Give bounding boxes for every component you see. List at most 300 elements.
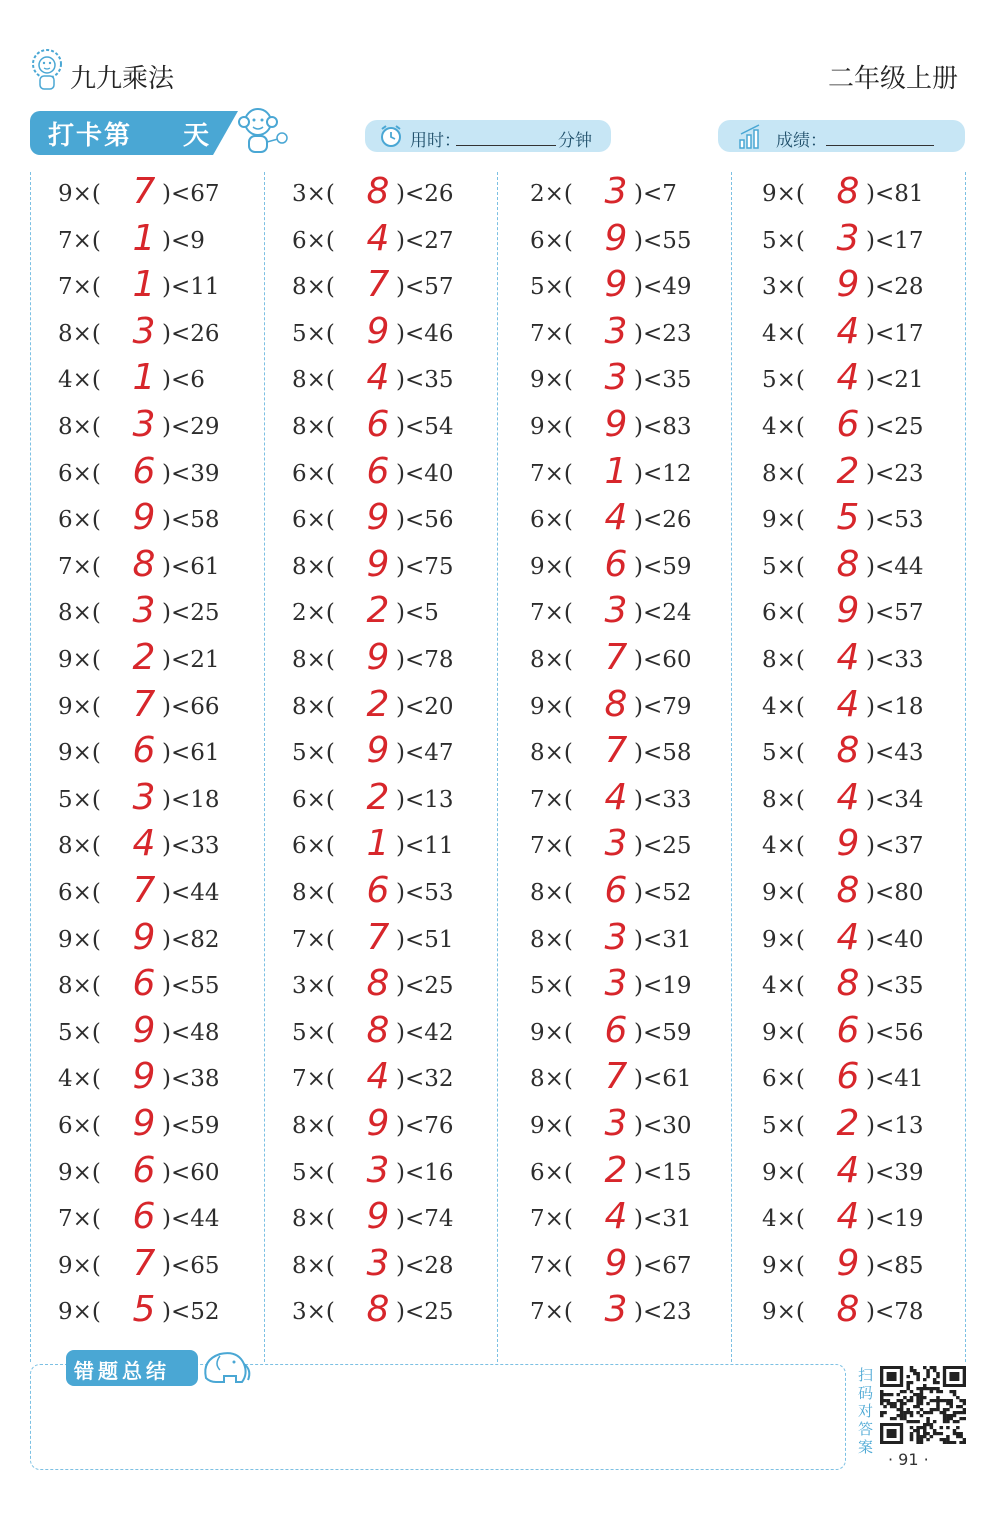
handwritten-answer[interactable]: 6: [366, 870, 390, 911]
equation-limit: )<23: [866, 460, 924, 487]
equation-limit: )<39: [162, 460, 220, 487]
equation-multiplier: 7×(: [530, 786, 573, 813]
handwritten-answer[interactable]: 3: [366, 1149, 390, 1191]
equation-limit: )<11: [396, 833, 454, 860]
handwritten-answer[interactable]: 2: [366, 683, 390, 725]
equation-multiplier: 5×(: [530, 973, 573, 1000]
score-label: 成绩：: [776, 131, 827, 151]
equation-multiplier: 4×(: [58, 1066, 101, 1093]
handwritten-answer[interactable]: 5: [132, 1289, 156, 1331]
equation-multiplier: 7×(: [530, 600, 573, 627]
equation-row: [530, 683, 740, 732]
equation-row: [762, 592, 972, 638]
equation-limit: )<21: [866, 367, 924, 394]
equation-limit: )<31: [634, 1206, 692, 1233]
equation-limit: )<46: [396, 320, 454, 347]
equation-multiplier: 6×(: [58, 1113, 101, 1139]
equation-limit: )<78: [396, 647, 454, 673]
handwritten-answer[interactable]: 4: [604, 1196, 628, 1238]
equation-row: [530, 592, 740, 638]
handwritten-answer[interactable]: 5: [836, 497, 860, 539]
equation-row: [58, 1058, 268, 1104]
equation-limit: )<26: [634, 507, 692, 534]
handwritten-answer[interactable]: 3: [836, 217, 860, 259]
equation-limit: )<52: [634, 880, 692, 906]
equation-multiplier: 4×(: [762, 320, 805, 347]
equation-row: [58, 776, 268, 825]
equation-limit: )<33: [162, 833, 220, 860]
handwritten-answer[interactable]: 6: [604, 870, 628, 911]
handwritten-answer[interactable]: 4: [604, 497, 628, 539]
equation-limit: )<21: [162, 647, 220, 673]
handwritten-answer[interactable]: 6: [366, 450, 390, 492]
handwritten-answer[interactable]: 2: [836, 1103, 860, 1144]
equation-multiplier: 8×(: [762, 786, 805, 813]
equation-multiplier: 6×(: [292, 460, 335, 487]
handwritten-answer[interactable]: 4: [836, 1149, 860, 1191]
equation-row: [58, 592, 268, 638]
qr-code-icon[interactable]: [880, 1366, 966, 1444]
equation-row: [58, 1291, 268, 1337]
equation-limit: )<44: [162, 880, 220, 906]
equation-row: [762, 1198, 972, 1244]
equation-row: [292, 173, 502, 219]
equation-row: [58, 406, 268, 452]
equation-limit: )<40: [396, 460, 454, 487]
equation-limit: )<9: [162, 227, 205, 254]
equation-limit: )<47: [396, 740, 454, 767]
handwritten-answer[interactable]: 9: [132, 916, 156, 958]
equation-limit: )<78: [866, 1299, 924, 1326]
handwritten-answer[interactable]: 9: [836, 1242, 860, 1284]
equation-multiplier: 8×(: [530, 740, 573, 767]
handwritten-answer[interactable]: 4: [836, 310, 860, 352]
equation-multiplier: 7×(: [58, 553, 101, 580]
equation-row: [58, 310, 268, 359]
equation-row: [530, 359, 740, 405]
equation-limit: )<42: [396, 1019, 454, 1046]
handwritten-answer[interactable]: 3: [366, 1242, 390, 1284]
equation-row: [530, 639, 740, 685]
equation-multiplier: 8×(: [292, 553, 335, 580]
handwritten-answer[interactable]: 8: [836, 730, 860, 772]
equation-row: [762, 499, 972, 545]
handwritten-answer[interactable]: 1: [366, 823, 390, 865]
handwritten-answer[interactable]: 6: [132, 1149, 156, 1191]
equation-multiplier: 8×(: [58, 973, 101, 1000]
equation-multiplier: 6×(: [762, 600, 805, 627]
page-number: · 91 ·: [888, 1450, 929, 1469]
handwritten-answer[interactable]: 3: [604, 171, 628, 212]
equation-multiplier: 6×(: [58, 507, 101, 534]
equation-limit: )<20: [396, 693, 454, 720]
equation-limit: )<26: [396, 181, 454, 207]
handwritten-answer[interactable]: 3: [604, 310, 628, 352]
equation-row: [530, 173, 740, 219]
equation-limit: )<25: [396, 1299, 454, 1326]
equation-multiplier: 9×(: [762, 1019, 805, 1046]
handwritten-answer[interactable]: 4: [132, 823, 156, 865]
equation-limit: )<35: [866, 973, 924, 1000]
handwritten-answer[interactable]: 6: [604, 1009, 628, 1051]
equation-limit: )<33: [866, 647, 924, 673]
elephant-mascot-icon: [198, 1344, 254, 1388]
equation-limit: )<53: [396, 880, 454, 906]
equation-multiplier: 3×(: [292, 1299, 335, 1326]
handwritten-answer[interactable]: 2: [366, 776, 390, 818]
equation-multiplier: 5×(: [530, 274, 573, 301]
equation-multiplier: 2×(: [530, 181, 573, 207]
handwritten-answer[interactable]: 4: [836, 683, 860, 725]
equation-limit: )<32: [396, 1066, 454, 1093]
handwritten-answer[interactable]: 9: [366, 1103, 390, 1144]
equation-multiplier: 5×(: [58, 1019, 101, 1046]
equation-multiplier: 8×(: [762, 460, 805, 487]
handwritten-answer[interactable]: 9: [132, 1009, 156, 1051]
equation-multiplier: 8×(: [292, 1206, 335, 1233]
handwritten-answer[interactable]: 6: [836, 1009, 860, 1051]
equation-row: [762, 359, 972, 405]
equation-limit: )<25: [634, 833, 692, 860]
equation-limit: )<11: [162, 274, 220, 301]
equation-row: [762, 732, 972, 778]
equation-multiplier: 8×(: [58, 320, 101, 347]
equation-limit: )<75: [396, 553, 454, 580]
equation-row: [762, 1058, 972, 1104]
equation-row: [530, 1242, 740, 1291]
equation-limit: )<30: [634, 1113, 692, 1139]
equation-multiplier: 8×(: [58, 833, 101, 860]
equation-multiplier: 7×(: [292, 926, 335, 953]
equation-multiplier: 8×(: [292, 1252, 335, 1279]
handwritten-answer[interactable]: 6: [604, 543, 628, 585]
equation-row: [58, 173, 268, 219]
equation-multiplier: 4×(: [762, 1206, 805, 1233]
equation-limit: )<18: [866, 693, 924, 720]
equation-limit: )<61: [162, 553, 220, 580]
equation-row: [292, 1242, 502, 1291]
equation-multiplier: 6×(: [530, 1159, 573, 1186]
handwritten-answer[interactable]: 3: [132, 404, 156, 445]
equation-row: [292, 1149, 502, 1198]
equation-multiplier: 9×(: [58, 1299, 101, 1326]
equation-limit: )<67: [634, 1252, 692, 1279]
equation-multiplier: 8×(: [530, 926, 573, 953]
handwritten-answer[interactable]: 6: [132, 963, 156, 1005]
handwritten-answer[interactable]: 9: [366, 310, 390, 352]
handwritten-answer[interactable]: 9: [836, 823, 860, 865]
equation-limit: )<28: [866, 274, 924, 301]
equation-multiplier: 6×(: [530, 507, 573, 534]
equation-row: [762, 1149, 972, 1198]
equation-multiplier: 9×(: [530, 414, 573, 440]
handwritten-answer[interactable]: 4: [836, 776, 860, 818]
equation-row: [292, 825, 502, 871]
equation-limit: )<19: [866, 1206, 924, 1233]
handwritten-answer[interactable]: 3: [604, 916, 628, 958]
equation-multiplier: 9×(: [762, 1252, 805, 1279]
equation-row: [530, 217, 740, 266]
equation-multiplier: 8×(: [762, 647, 805, 673]
handwritten-answer[interactable]: 8: [366, 171, 390, 212]
equation-row: [58, 872, 268, 918]
equation-multiplier: 6×(: [292, 507, 335, 534]
handwritten-answer[interactable]: 8: [366, 1009, 390, 1051]
equation-limit: )<41: [866, 1066, 924, 1093]
equation-multiplier: 6×(: [58, 460, 101, 487]
equation-multiplier: 3×(: [292, 181, 335, 207]
handwritten-answer[interactable]: 7: [366, 916, 390, 958]
handwritten-answer[interactable]: 6: [366, 404, 390, 445]
handwritten-answer[interactable]: 9: [132, 1056, 156, 1098]
handwritten-answer[interactable]: 3: [604, 1289, 628, 1331]
equation-limit: )<12: [634, 460, 692, 487]
handwritten-answer[interactable]: 9: [366, 497, 390, 539]
equation-row: [292, 266, 502, 312]
equation-multiplier: 6×(: [762, 1066, 805, 1093]
equation-limit: )<25: [396, 973, 454, 1000]
handwritten-answer[interactable]: 9: [604, 264, 628, 306]
handwritten-answer[interactable]: 1: [132, 264, 156, 306]
handwritten-answer[interactable]: 9: [604, 217, 628, 259]
equation-row: [292, 639, 502, 685]
handwritten-answer[interactable]: 3: [604, 963, 628, 1005]
handwritten-answer[interactable]: 4: [366, 217, 390, 259]
equation-multiplier: 5×(: [762, 367, 805, 394]
handwritten-answer[interactable]: 7: [604, 730, 628, 772]
handwritten-answer[interactable]: 4: [604, 776, 628, 818]
handwritten-answer[interactable]: 7: [132, 683, 156, 725]
handwritten-answer[interactable]: 6: [132, 1196, 156, 1238]
handwritten-answer[interactable]: 8: [836, 171, 860, 212]
handwritten-answer[interactable]: 2: [366, 590, 390, 632]
equation-multiplier: 9×(: [58, 693, 101, 720]
equation-limit: )<7: [634, 181, 677, 207]
equation-limit: )<56: [396, 507, 454, 534]
equation-row: [762, 543, 972, 592]
equation-multiplier: 4×(: [762, 414, 805, 440]
handwritten-answer[interactable]: 7: [132, 870, 156, 911]
handwritten-answer[interactable]: 6: [132, 450, 156, 492]
equation-row: [58, 683, 268, 732]
equation-multiplier: 6×(: [292, 786, 335, 813]
equation-multiplier: 6×(: [292, 227, 335, 254]
handwritten-answer[interactable]: 9: [604, 404, 628, 445]
equation-row: [58, 499, 268, 545]
handwritten-answer[interactable]: 3: [604, 357, 628, 399]
handwritten-answer[interactable]: 4: [836, 637, 860, 678]
equation-multiplier: 4×(: [762, 973, 805, 1000]
equation-multiplier: 8×(: [292, 367, 335, 394]
equation-row: [58, 266, 268, 312]
equation-limit: )<27: [396, 227, 454, 254]
handwritten-answer[interactable]: 7: [132, 1242, 156, 1284]
handwritten-answer[interactable]: 8: [366, 963, 390, 1005]
equation-limit: )<34: [866, 786, 924, 813]
handwritten-answer[interactable]: 8: [836, 963, 860, 1005]
equation-limit: )<43: [866, 740, 924, 767]
handwritten-answer[interactable]: 1: [132, 357, 156, 399]
equation-multiplier: 5×(: [762, 1113, 805, 1139]
handwritten-answer[interactable]: 7: [366, 264, 390, 306]
handwritten-answer[interactable]: 1: [604, 450, 628, 492]
equation-row: [530, 310, 740, 359]
equation-limit: )<35: [396, 367, 454, 394]
equation-limit: )<28: [396, 1252, 454, 1279]
equation-row: [762, 266, 972, 312]
equation-limit: )<53: [866, 507, 924, 534]
equation-multiplier: 8×(: [530, 1066, 573, 1093]
handwritten-answer[interactable]: 9: [836, 590, 860, 632]
equation-row: [58, 732, 268, 778]
handwritten-answer[interactable]: 9: [366, 543, 390, 585]
equation-row: [58, 359, 268, 405]
equation-multiplier: 9×(: [762, 880, 805, 906]
handwritten-answer[interactable]: 4: [836, 916, 860, 958]
equation-limit: )<58: [634, 740, 692, 767]
equation-limit: )<6: [162, 367, 205, 394]
handwritten-answer[interactable]: 6: [836, 1056, 860, 1098]
equation-multiplier: 7×(: [58, 227, 101, 254]
equation-row: [292, 359, 502, 405]
equation-multiplier: 7×(: [530, 833, 573, 860]
handwritten-answer[interactable]: 9: [132, 1103, 156, 1144]
handwritten-answer[interactable]: 3: [132, 590, 156, 632]
equation-limit: )<26: [162, 320, 220, 347]
equation-row: [762, 916, 972, 965]
handwritten-answer[interactable]: 3: [604, 1103, 628, 1144]
equation-multiplier: 5×(: [292, 320, 335, 347]
time-label: 用时：: [410, 131, 461, 151]
equation-row: [58, 1198, 268, 1244]
equation-limit: )<31: [634, 926, 692, 953]
equation-limit: )<67: [162, 181, 220, 207]
equation-multiplier: 8×(: [530, 880, 573, 906]
equation-row: [530, 825, 740, 871]
handwritten-answer[interactable]: 8: [604, 683, 628, 725]
equation-limit: )<56: [866, 1019, 924, 1046]
handwritten-answer[interactable]: 7: [604, 637, 628, 678]
equation-row: [292, 776, 502, 825]
equation-limit: )<61: [162, 740, 220, 767]
equation-limit: )<82: [162, 926, 220, 953]
equation-row: [292, 310, 502, 359]
equation-row: [58, 825, 268, 871]
equation-multiplier: 8×(: [292, 414, 335, 440]
equation-row: [762, 825, 972, 871]
equation-multiplier: 9×(: [762, 507, 805, 534]
equation-multiplier: 9×(: [530, 693, 573, 720]
equation-row: [530, 872, 740, 918]
equation-multiplier: 7×(: [58, 274, 101, 301]
equation-row: [530, 406, 740, 452]
handwritten-answer[interactable]: 4: [836, 357, 860, 399]
handwritten-answer[interactable]: 8: [132, 543, 156, 585]
equation-row: [58, 965, 268, 1011]
handwritten-answer[interactable]: 3: [604, 590, 628, 632]
handwritten-answer[interactable]: 2: [836, 450, 860, 492]
equation-limit: )<55: [162, 973, 220, 1000]
equation-multiplier: 7×(: [530, 1299, 573, 1326]
handwritten-answer[interactable]: 2: [604, 1149, 628, 1191]
handwritten-answer[interactable]: 4: [366, 357, 390, 399]
equation-multiplier: 8×(: [292, 274, 335, 301]
handwritten-answer[interactable]: 3: [132, 310, 156, 352]
equation-multiplier: 8×(: [58, 414, 101, 440]
handwritten-answer[interactable]: 3: [132, 776, 156, 818]
handwritten-answer[interactable]: 2: [132, 637, 156, 678]
equation-limit: )<40: [866, 926, 924, 953]
equation-row: [292, 1058, 502, 1104]
equation-multiplier: 9×(: [762, 1159, 805, 1186]
equation-limit: )<29: [162, 414, 220, 440]
handwritten-answer[interactable]: 9: [132, 497, 156, 539]
equation-limit: )<61: [634, 1066, 692, 1093]
equation-row: [762, 872, 972, 918]
equation-row: [530, 1058, 740, 1104]
equation-row: [530, 1291, 740, 1337]
equation-limit: )<16: [396, 1159, 454, 1186]
handwritten-answer[interactable]: 9: [366, 637, 390, 678]
handwritten-answer[interactable]: 3: [604, 823, 628, 865]
equation-limit: )<49: [634, 274, 692, 301]
equation-row: [530, 1105, 740, 1151]
equation-limit: )<54: [396, 414, 454, 440]
equation-row: [292, 1009, 502, 1058]
equation-limit: )<51: [396, 926, 454, 953]
handwritten-answer[interactable]: 8: [836, 1289, 860, 1331]
equation-limit: )<25: [866, 414, 924, 440]
equation-limit: )<15: [634, 1159, 692, 1186]
equation-multiplier: 5×(: [762, 227, 805, 254]
handwritten-answer[interactable]: 6: [836, 404, 860, 445]
equation-multiplier: 9×(: [58, 740, 101, 767]
handwritten-answer[interactable]: 1: [132, 217, 156, 259]
equation-limit: )<74: [396, 1206, 454, 1233]
checkin-label: 打卡第: [48, 121, 133, 151]
equation-row: [292, 872, 502, 918]
handwritten-answer[interactable]: 8: [836, 543, 860, 585]
handwritten-answer[interactable]: 4: [836, 1196, 860, 1238]
equation-row: [530, 266, 740, 312]
handwritten-answer[interactable]: 9: [366, 1196, 390, 1238]
equation-limit: )<37: [866, 833, 924, 860]
handwritten-answer[interactable]: 7: [604, 1056, 628, 1098]
handwritten-answer[interactable]: 9: [366, 730, 390, 772]
equation-multiplier: 5×(: [58, 786, 101, 813]
equation-limit: )<13: [866, 1113, 924, 1139]
handwritten-answer[interactable]: 8: [366, 1289, 390, 1331]
equation-limit: )<58: [162, 507, 220, 534]
handwritten-answer[interactable]: 9: [836, 264, 860, 306]
handwritten-answer[interactable]: 9: [604, 1242, 628, 1284]
equation-limit: )<83: [634, 414, 692, 440]
equation-multiplier: 9×(: [58, 181, 101, 207]
equation-limit: )<76: [396, 1113, 454, 1139]
handwritten-answer[interactable]: 7: [132, 171, 156, 212]
equation-row: [762, 1242, 972, 1291]
equation-limit: )<19: [634, 973, 692, 1000]
handwritten-answer[interactable]: 8: [836, 870, 860, 911]
equation-limit: )<13: [396, 786, 454, 813]
handwritten-answer[interactable]: 6: [132, 730, 156, 772]
book-title: 九九乘法: [70, 64, 175, 94]
equation-multiplier: 8×(: [530, 647, 573, 673]
handwritten-answer[interactable]: 4: [366, 1056, 390, 1098]
equation-limit: )<24: [634, 600, 692, 627]
equation-limit: )<38: [162, 1066, 220, 1093]
equation-row: [292, 406, 502, 452]
